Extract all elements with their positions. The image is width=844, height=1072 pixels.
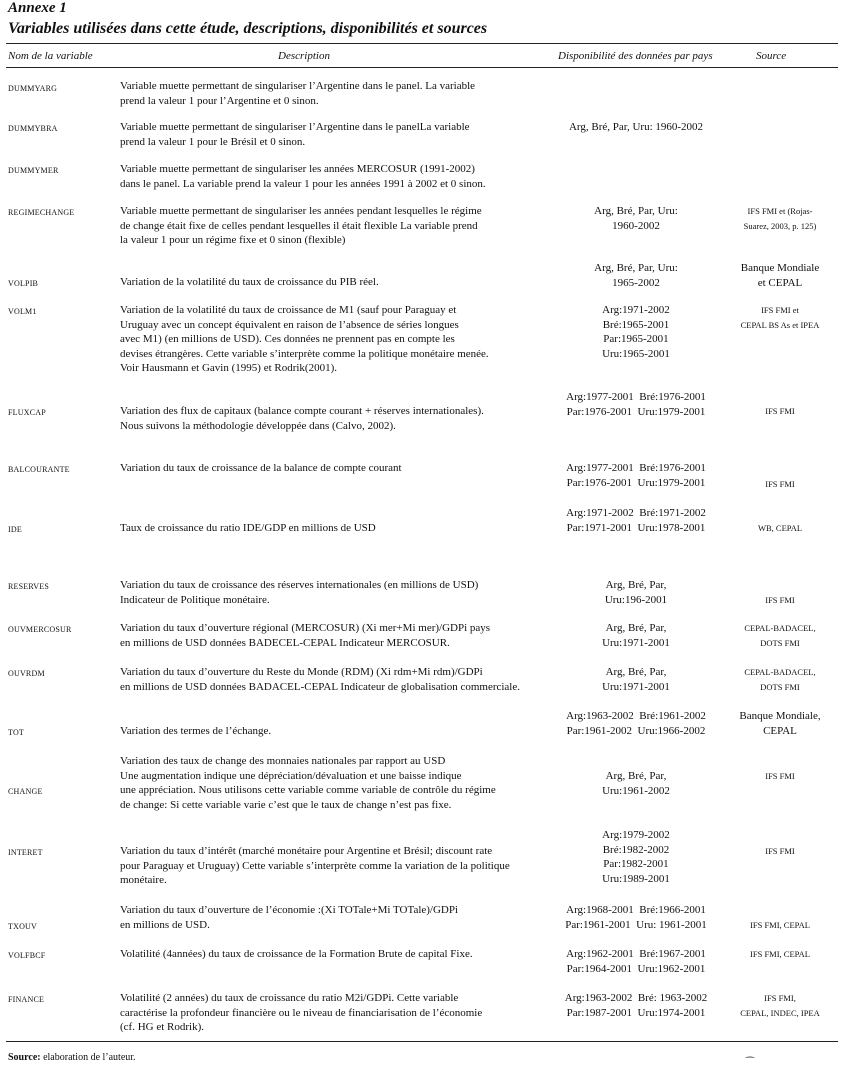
bottom-rule [6, 1041, 838, 1042]
source-line: Banque Mondiale, [739, 710, 821, 722]
source-line: DOTS FMI [760, 681, 800, 692]
source-line: Banque Mondiale [740, 262, 820, 274]
availability-line: Par:1976-2001 Uru:1979-2001 [566, 405, 706, 418]
description-line: Variation des termes de l’échange. [120, 725, 272, 737]
description-line: de change était fixe de celles pendant lesquelles il était flexible La variable prend [120, 219, 478, 232]
annex-label: Annexe 1 [8, 0, 67, 16]
source-line: CEPAL [763, 724, 797, 737]
variable-name: BALCOURANTE [8, 465, 70, 474]
page-mark: ⁀ [746, 1058, 755, 1069]
source-line: IFS FMI, [764, 993, 796, 1003]
variable-description [120, 724, 560, 739]
data-availability [538, 390, 734, 419]
data-source [718, 477, 842, 492]
description-line: monétaire. [120, 874, 167, 886]
variable-description [120, 461, 560, 476]
description-line: Variable muette permettant de singulariser l’Argentine dans le panelLa variable [120, 121, 470, 133]
data-availability [538, 828, 734, 886]
variable-description [120, 665, 560, 694]
availability-line: Par:1961-2001 Uru: 1961-2001 [565, 918, 707, 931]
source-line: CEPAL-BADACEL, [744, 623, 816, 633]
description-line: la valeur 1 pour un régime fixe et 0 sinon (flexible) [120, 234, 346, 246]
data-availability [538, 303, 734, 361]
data-source [718, 665, 842, 694]
description-line: Une augmentation indique une dépréciation/dévaluation et une baisse indique [120, 769, 462, 782]
data-source [718, 593, 842, 608]
variable-name: VOLPIB [8, 279, 39, 288]
top-rule [6, 43, 838, 44]
footer-text: elaboration de l’auteur. [43, 1052, 136, 1063]
data-availability [538, 461, 734, 490]
source-line: IFS FMI, CEPAL [750, 920, 810, 930]
availability-line: Arg, Bré, Par, [605, 770, 667, 782]
availability-line: Par:1987-2001 Uru:1974-2001 [566, 1006, 706, 1019]
description-line: avec M1) (en millions de USD). Ces données ne prennent pas en compte les [120, 333, 455, 345]
description-line: Variation des flux de capitaux (balance compte courant + réserves internationales). [120, 405, 484, 417]
data-availability [538, 261, 734, 290]
source-line: IFS FMI [765, 406, 795, 416]
availability-line: Arg:1977-2001 Bré:1976-2001 [566, 462, 706, 474]
data-availability [538, 709, 734, 738]
data-source [718, 991, 842, 1020]
description-line: Variation du taux d’ouverture régional (MERCOSUR) (Xi mer+Mi mer)/GDPi pays [120, 622, 491, 634]
variable-name: TOT [8, 728, 25, 737]
source-line: IFS FMI [765, 846, 795, 856]
variable-name: INTERET [8, 848, 43, 857]
variable-description [120, 162, 560, 191]
variable-name: FINANCE [8, 995, 45, 1004]
variable-description [120, 204, 560, 248]
variable-name: IDE [8, 525, 22, 534]
data-source [718, 947, 842, 962]
description-line: en millions de USD. [120, 918, 210, 931]
data-source [718, 709, 842, 738]
availability-line: Arg, Bré, Par, [605, 666, 667, 678]
data-availability [538, 506, 734, 535]
data-source [718, 204, 842, 233]
data-source [718, 521, 842, 536]
source-line: et CEPAL [757, 276, 803, 289]
availability-line: Arg, Bré, Par, Uru: 1960-2002 [568, 121, 704, 133]
data-source [718, 261, 842, 290]
description-line: Voir Hausmann et Gavin (1995) et Rodrik(2001). [120, 362, 338, 374]
variable-description [120, 79, 560, 108]
variable-name: DUMMYMER [8, 166, 59, 175]
description-line: Indicateur de Politique monétaire. [120, 593, 270, 606]
source-line: CEPAL-BADACEL, [744, 667, 816, 677]
description-line: Variable muette permettant de singulariser les années MERCOSUR (1991-2002) [120, 163, 475, 175]
header-source: Source [756, 50, 787, 62]
description-line: en millions de USD données BADACEL-CEPAL Indicateur de globalisation commerciale. [120, 680, 520, 693]
footer [8, 1052, 136, 1063]
availability-line: Arg:1977-2001 Bré:1976-2001 [566, 391, 706, 403]
variable-name: CHANGE [8, 787, 43, 796]
availability-line: Par:1971-2001 Uru:1978-2001 [566, 521, 706, 534]
availability-line: Arg:1962-2001 Bré:1967-2001 [566, 948, 706, 960]
data-availability [538, 578, 734, 607]
description-line: devises étrangères. Cette variable s’interprète comme la politique monétaire menée. [120, 347, 489, 360]
description-line: caractérise la profondeur financière ou le niveau de financiarisation de l’économie [120, 1006, 483, 1019]
source-line: DOTS FMI [760, 637, 800, 648]
availability-line: Uru:1989-2001 [602, 872, 670, 885]
description-line: Volatilité (2 années) du taux de croissance du ratio M2i/GDPi. Cette variable [120, 992, 459, 1004]
variable-name: REGIMECHANGE [8, 208, 75, 217]
source-line: CEPAL BS As et IPEA [740, 319, 820, 330]
header-disponibilite: Disponibilité des données par pays [558, 50, 713, 62]
description-line: Uruguay avec un concept équivalent en raison de l’absence de séries longues [120, 318, 459, 331]
description-line: Taux de croissance du ratio IDE/GDP en millions de USD [120, 522, 376, 534]
availability-line: Uru:1965-2001 [602, 347, 670, 360]
variable-name: OUVMERCOSUR [8, 625, 72, 634]
availability-line: Arg:1971-2002 Bré:1971-2002 [566, 507, 706, 519]
source-line: IFS FMI [765, 595, 795, 605]
variable-name: RESERVES [8, 582, 49, 591]
header-description: Description [278, 50, 330, 62]
source-line: IFS FMI, CEPAL [750, 949, 810, 959]
data-availability [538, 120, 734, 135]
availability-line: Par:1976-2001 Uru:1979-2001 [566, 476, 706, 489]
source-line: Suarez, 2003, p. 125) [743, 220, 817, 231]
variable-name: FLUXCAP [8, 408, 46, 417]
footer-label: Source: [8, 1052, 41, 1063]
variable-description [120, 120, 560, 149]
description-line: (cf. HG et Rodrik). [120, 1021, 205, 1033]
description-line: en millions de USD données BADECEL-CEPAL Indicateur MERCOSUR. [120, 636, 450, 649]
data-source [718, 404, 842, 419]
availability-line: Arg:1971-2002 [602, 304, 670, 316]
source-line: IFS FMI et [761, 305, 799, 315]
variable-description [120, 303, 560, 376]
variable-name: DUMMYARG [8, 84, 58, 93]
description-line: Variation du taux de croissance de la balance de compte courant [120, 462, 402, 474]
data-availability [538, 665, 734, 694]
description-line: prend la valeur 1 pour l’Argentine et 0 sinon. [120, 94, 319, 107]
description-line: Variation du taux d’ouverture de l’économie :(Xi TOTale+Mi TOTale)/GDPi [120, 904, 459, 916]
variable-description [120, 903, 560, 932]
data-source [718, 918, 842, 933]
availability-line: Par:1965-2001 [603, 333, 669, 345]
variable-name: VOLFBCF [8, 951, 46, 960]
source-line: IFS FMI [765, 479, 795, 489]
source-line: CEPAL, INDEC, IPEA [740, 1007, 820, 1018]
description-line: Volatilité (4années) du taux de croissance de la Formation Brute de capital Fixe. [120, 948, 473, 960]
availability-line: Arg, Bré, Par, [605, 622, 667, 634]
header-rule [6, 67, 838, 68]
table-title: Variables utilisées dans cette étude, descriptions, disponibilités et sources [8, 20, 488, 37]
header-name: Nom de la variable [8, 50, 93, 62]
data-source [718, 303, 842, 332]
data-availability [538, 991, 734, 1020]
variable-description [120, 578, 560, 607]
variable-description [120, 275, 560, 290]
description-line: Variable muette permettant de singulariser l’Argentine dans le panel. La variable [120, 80, 476, 92]
availability-line: Arg:1968-2001 Bré:1966-2001 [566, 904, 706, 916]
description-line: Variation des taux de change des monnaies nationales par rapport au USD [120, 755, 446, 767]
variable-description [120, 621, 560, 650]
availability-line: Arg, Bré, Par, Uru: [594, 262, 678, 274]
description-line: Variation du taux d’ouverture du Reste du Monde (RDM) (Xi rdm+Mi rdm)/GDPi [120, 666, 483, 678]
source-line: IFS FMI et (Rojas- [747, 206, 813, 216]
variable-description [120, 404, 560, 433]
description-line: de change: Si cette variable varie c’est que le taux de change n’est pas fixe. [120, 798, 452, 811]
availability-line: Arg:1963-2002 Bré:1961-2002 [566, 710, 706, 722]
variable-description [120, 521, 560, 536]
availability-line: Uru:1961-2002 [602, 784, 670, 797]
data-source [718, 769, 842, 784]
availability-line: Par:1982-2001 [603, 858, 669, 870]
description-line: Variation de la volatilité du taux de croissance du PIB réel. [120, 276, 379, 288]
variable-name: OUVRDM [8, 669, 45, 678]
data-availability [538, 903, 734, 932]
description-line: Variation du taux d’intérêt (marché monétaire pour Argentine et Brésil; discount rate [120, 845, 493, 857]
description-line: Variation du taux de croissance des réserves internationales (en millions de USD) [120, 579, 479, 591]
description-line: Nous suivons la méthodologie développée dans (Calvo, 2002). [120, 419, 396, 432]
variable-name: DUMMYBRA [8, 124, 58, 133]
description-line: Variation de la volatilité du taux de croissance de M1 (sauf pour Paraguay et [120, 304, 457, 316]
variable-description [120, 844, 560, 888]
availability-line: Par:1964-2001 Uru:1962-2001 [566, 962, 706, 975]
description-line: une appréciation. Nous utilisons cette variable comme variable de contrôle du régime [120, 784, 496, 796]
availability-line: Arg:1979-2002 [602, 829, 670, 841]
description-line: dans le panel. La variable prend la valeur 1 pour les années 1991 à 2002 et 0 sinon. [120, 177, 486, 190]
availability-line: Par:1961-2002 Uru:1966-2002 [566, 724, 706, 737]
availability-line: Bré:1982-2002 [602, 843, 670, 856]
availability-line: Uru:1971-2001 [602, 680, 670, 693]
availability-line: Uru:1971-2001 [602, 636, 670, 649]
availability-line: Bré:1965-2001 [602, 318, 670, 331]
variable-name: TXOUV [8, 922, 37, 931]
data-source [718, 621, 842, 650]
data-availability [538, 947, 734, 976]
description-line: prend la valeur 1 pour le Brésil et 0 sinon. [120, 135, 306, 148]
availability-line: Arg:1963-2002 Bré: 1963-2002 [564, 992, 708, 1004]
variable-description [120, 754, 560, 812]
data-source [718, 844, 842, 859]
availability-line: Arg, Bré, Par, Uru: [594, 205, 678, 217]
variable-name: VOLM1 [8, 307, 37, 316]
availability-line: Uru:196-2001 [604, 593, 668, 606]
description-line: pour Paraguay et Uruguay) Cette variable s’interprète comme la variation de la politique [120, 859, 510, 872]
variable-description [120, 947, 560, 962]
data-availability [538, 769, 734, 798]
availability-line: 1965-2002 [612, 276, 660, 289]
data-availability [538, 204, 734, 233]
source-line: WB, CEPAL [757, 523, 803, 533]
source-line: IFS FMI [765, 771, 795, 781]
description-line: Variable muette permettant de singulariser les années pendant lesquelles le régime [120, 205, 482, 217]
data-availability [538, 621, 734, 650]
availability-line: 1960-2002 [612, 219, 660, 232]
variable-description [120, 991, 560, 1035]
availability-line: Arg, Bré, Par, [605, 579, 667, 591]
